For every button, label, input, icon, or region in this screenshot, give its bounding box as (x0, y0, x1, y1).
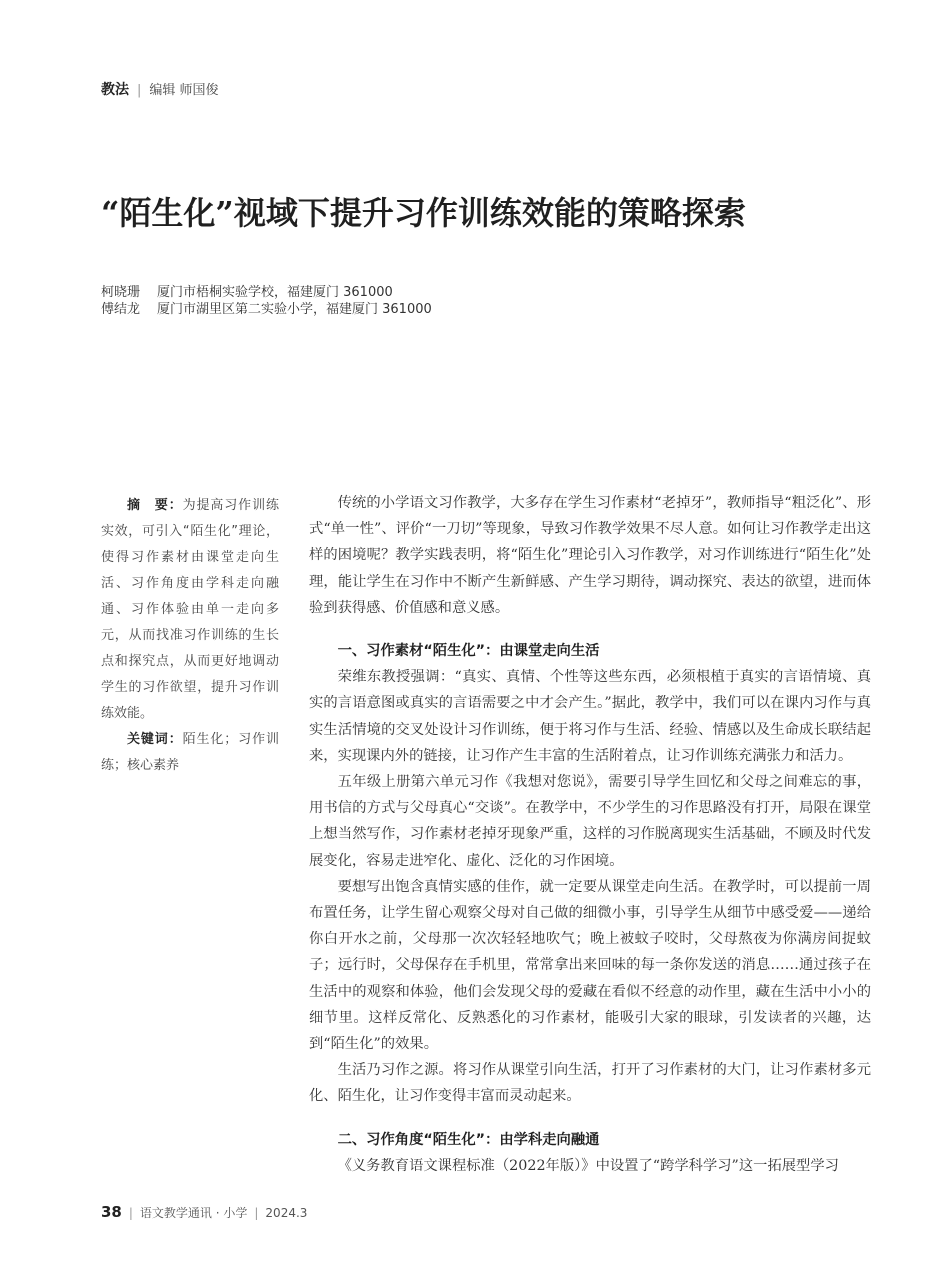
footer-divider: | (254, 1206, 259, 1220)
page-number: 38 (101, 1203, 122, 1221)
abstract-sidebar (101, 493, 279, 779)
abstract-text: 为提高习作训练实效，可引入“陌生化”理论，使得习作素材由课堂走向生活、习作角度由学科走向融通、习作体验由单一走向多元，从而找准习作训练的生长点和探究点，从而更好地调动学生的习作欲望，提升习作训练效能。 (101, 498, 279, 721)
editor-credit: 编辑 师国俊 (149, 83, 219, 98)
author-entry (101, 284, 432, 301)
keywords-text: 陌生化；习作训练；核心素养 (101, 732, 279, 773)
abstract-paragraph (101, 493, 279, 727)
keywords-paragraph (101, 727, 279, 779)
issue-number: 2024.3 (265, 1206, 308, 1220)
body-paragraph: 五年级上册第六单元习作《我想对您说》，需要引导学生回忆和父母之间难忘的事，用书信的方式与父母真心“交谈”。在教学中，不少学生的习作思路没有打开，局限在课堂上想当然写作，习作素材老掉牙现象严重，这样的习作脱离现实生活基础，不顾及时代发展变化，容易走进窄化、虚化、泛化的习作困境。 (309, 774, 871, 869)
body-paragraph: 荣维东教授强调：“真实、真情、个性等这些东西，必须根植于真实的言语情境、真实的言语意图或真实的言语需要之中才会产生。”据此，教学中，我们可以在课内习作与真实生活情境的交叉处设计习作训练，便于将习作与生活、经验、情感以及生命成长联结起来，实现课内外的链接，让习作产生丰富的生活附着点，让习作训练充满张力和活力。 (309, 669, 871, 764)
body-paragraph: 生活乃习作之源。将习作从课堂引向生活，打开了习作素材的大门，让习作素材多元化、陌生化，让习作变得丰富而灵动起来。 (309, 1062, 871, 1105)
running-header (101, 79, 219, 99)
abstract-label: 摘 要： (127, 498, 183, 513)
section-heading-1: 一、习作素材“陌生化”：由课堂走向生活 (337, 643, 600, 660)
article-title: “陌生化”视域下提升习作训练效能的策略探索 (101, 194, 746, 232)
section-label: 教法 (101, 82, 129, 98)
author-name: 傅结龙 (101, 302, 141, 317)
body-paragraph: 要想写出饱含真情实感的佳作，就一定要从课堂走向生活。在教学时，可以提前一周布置任务，让学生留心观察父母对自己做的细微小事，引导学生从细节中感受爱——递给你白开水之前，父母那一次次轻轻地吹气；晚上被蚊子咬时，父母熬夜为你满房间捉蚊子；远行时，父母保存在手机里，常常拿出来回味的每一条你发送的消息……通过孩子在生活中的观察和体验，他们会发现父母的爱藏在看似不经意的动作里，藏在生活中小小的细节里。这样反常化、反熟悉化的习作素材，能吸引大家的眼球，引发读者的兴趣，达到“陌生化”的效果。 (309, 878, 871, 1053)
header-divider: | (137, 83, 142, 98)
intro-paragraph: 传统的小学语文习作教学，大多存在学生习作素材“老掉牙”，教师指导“粗泛化”、形式“单一性”、评价“一刀切”等现象，导致习作教学效果不尽人意。如何让习作教学走出这样的困境呢？教学实践表明，将“陌生化”理论引入习作教学，对习作训练进行“陌生化”处理，能让学生在习作中不断产生新鲜感、产生学习期待，调动探究、表达的欲望，进而体验到获得感、价值感和意义感。 (309, 495, 871, 616)
journal-name: 语文教学通讯 · 小学 (139, 1206, 248, 1220)
author-list (101, 284, 432, 318)
body-paragraph: 《义务教育语文课程标准（2022年版）》中设置了“跨学科学习”这一拓展型学习 (337, 1157, 839, 1174)
author-affiliation: 厦门市梧桐实验学校，福建厦门 361000 (157, 285, 393, 300)
running-footer (101, 1203, 307, 1221)
author-name: 柯晓珊 (101, 285, 141, 300)
author-affiliation: 厦门市湖里区第二实验小学，福建厦门 361000 (157, 302, 432, 317)
article-body (309, 490, 871, 1179)
author-entry (101, 301, 432, 318)
footer-divider: | (128, 1206, 133, 1220)
section-heading-2: 二、习作角度“陌生化”：由学科走向融通 (337, 1131, 600, 1148)
keywords-label: 关键词： (127, 732, 183, 747)
